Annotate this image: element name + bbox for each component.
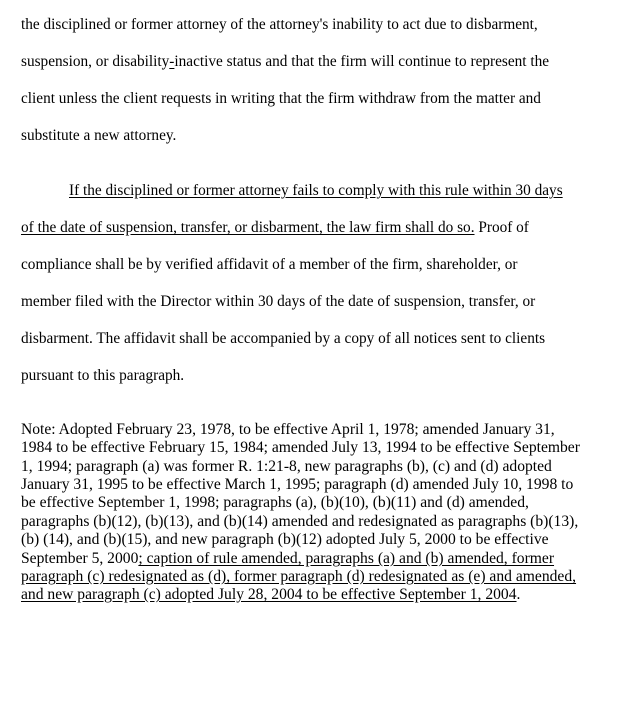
text-segment: inactive status and that the firm will continue to represent the	[174, 53, 550, 70]
text-line: pursuant to this paragraph.	[21, 367, 185, 384]
text-line: disbarment. The affidavit shall be accompanied by a copy of all notices sent to clients	[21, 330, 546, 347]
underlined-amendment-text: ; caption of rule amended, paragraphs (a) and (b) amended, former	[138, 550, 555, 567]
note-line: (b) (14), and (b)(15), and new paragraph (b)(12) adopted July 5, 2000 to be effective	[21, 531, 549, 548]
text-segment: Proof of	[474, 219, 529, 236]
note-line: Note: Adopted February 23, 1978, to be effective April 1, 1978; amended January 31,	[21, 421, 555, 438]
text-line: client unless the client requests in writing that the firm withdraw from the matter and	[21, 90, 541, 107]
text-line: the disciplined or former attorney of the attorney's inability to act due to disbarment,	[21, 16, 538, 33]
note-line: January 31, 1995 to be effective March 1, 1995; paragraph (d) amended July 10, 1998 to	[21, 476, 574, 493]
note-line: 1984 to be effective February 15, 1984; amended July 13, 1994 to be effective September	[21, 439, 580, 456]
text-line	[21, 219, 529, 237]
note-line: be effective September 1, 1998; paragraphs (a), (b)(10), (b)(11) and (d) amended,	[21, 494, 529, 511]
inserted-hyphen: -	[169, 53, 175, 70]
underlined-amendment-text: of the date of suspension, transfer, or disbarment, the law firm shall do so.	[21, 219, 475, 236]
underlined-amendment-text: and new paragraph (c) adopted July 28, 2004 to be effective September 1, 2004	[21, 586, 517, 603]
note-line	[21, 586, 520, 604]
underlined-amendment-text: paragraph (c) redesignated as (d), former paragraph (d) redesignated as (e) and amended,	[21, 568, 577, 585]
text-line: member filed with the Director within 30 days of the date of suspension, transfer, or	[21, 293, 536, 310]
underlined-amendment-text: If the disciplined or former attorney fails to comply with this rule within 30 days	[69, 182, 563, 199]
text-segment: suspension, or disability	[21, 53, 170, 70]
text-line: substitute a new attorney.	[21, 127, 177, 144]
text-line: compliance shall be by verified affidavit of a member of the firm, shareholder, or	[21, 256, 518, 273]
text-segment: .	[516, 586, 521, 603]
note-line: 1, 1994; paragraph (a) was former R. 1:21-8, new paragraphs (b), (c) and (d) adopted	[21, 458, 552, 475]
note-line	[21, 550, 554, 568]
note-line: paragraphs (b)(12), (b)(13), and (b)(14) amended and redesignated as paragraphs (b)(13),	[21, 513, 579, 530]
text-line	[21, 53, 549, 71]
text-segment: September 5, 2000	[21, 550, 139, 567]
